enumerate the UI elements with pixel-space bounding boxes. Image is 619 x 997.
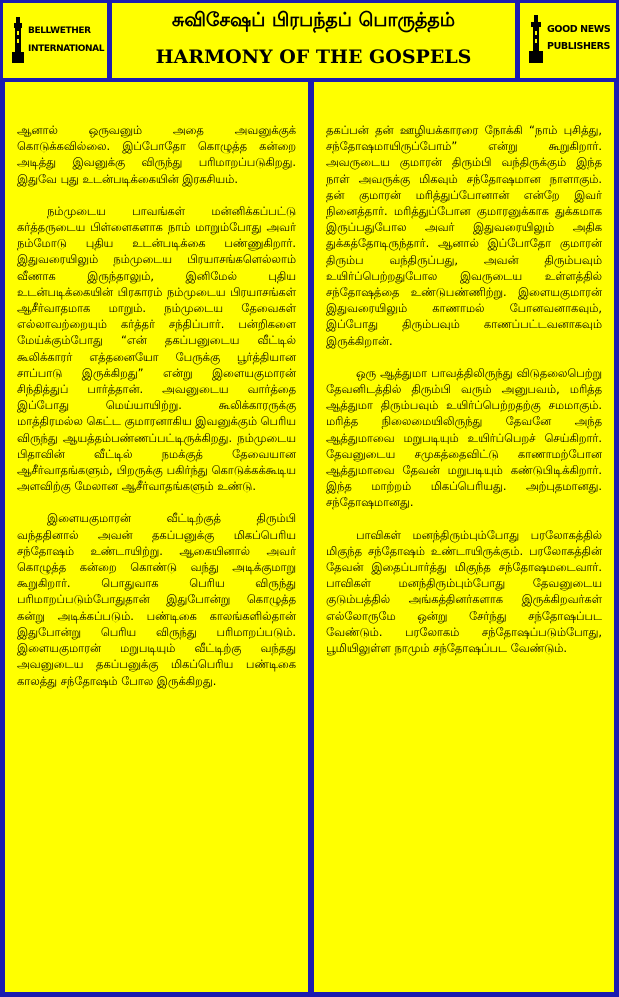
logo-left-line2: INTERNATIONAL — [28, 44, 105, 54]
right-paragraph-1: தகப்பன் தன் ஊழியக்காரரை நோக்கி “நாம் புசித்து, சந்தோஷமாயிருப்போம்” என்று கூறுகிறார். அவருடைய குமாரன் திரும்பி வந்திருக்கும் இந்த நாள் அவருக்கு மிகவும் சந்தோஷமான நாளாகும். தன் குமாரன் மரித்துப்போனான் என்றே இவர் நினைத்தார். மரித்துப்போன குமாரனுக்காக துக்கமாக இருப்பதுபோல அவர் இதுவரையிலும் அதிக துக்கத்தோடிருந்தார். ஆனால் இப்போதோ குமாரன் திரும்ப வந்திருப்பது, அவன் திரும்பவும் உயிர்ப்பெற்றதுபோல இவருடைய உள்ளத்தில் சந்தோஷத்தை உண்டுபண்ணிற்று. இளையகுமாரன் இதுவரையிலும் காணாமல் போனவனாகவும், இப்போது திரும்பவும் காணப்பட்டவனாகவும் இருக்கிறான். — [326, 123, 602, 348]
tower-icon — [528, 15, 544, 63]
title-tamil: சுவிசேஷப் பிரபந்தப் பொருத்தம் — [171, 9, 456, 31]
tower-icon — [11, 17, 25, 63]
right-column — [314, 82, 614, 992]
left-paragraph-2: நம்முடைய பாவங்கள் மன்னிக்கப்பட்டு கர்த்தருடைய பிள்ளைகளாக நாம் மாறும்போது அவர் நம்மோடு புதிய உடன்படிக்கை பண்ணுகிறார். இதுவரையிலும் நம்முடைய பிரயாசங்களெல்லாம் வீணாக இருந்தாலும், இனிமேல் புதிய உடன்படிக்கையின் பிரகாரம் நம்முடைய பிரயாசங்கள் ஆசீர்வாதமாக மாறும். நம்முடைய தேவைகள் எல்லாவற்றையும் கர்த்தர் சந்திப்பார். பன்றிகளை மேய்க்கும்போது “என் தகப்பனுடைய வீட்டில் கூலிக்காரர் எத்தனையோ பேருக்கு பூர்த்தியான சாப்பாடு இருக்கிறது” என்று இளையகுமாரன் சிந்தித்துப் பார்த்தான். அவனுடைய வார்த்தை இப்போது மெய்யாயிற்று. கூலிக்காரருக்கு மாத்திரமல்ல கெட்ட குமாரனாகிய இவனுக்கும் பெரிய விருந்து ஆயத்தம்பண்ணப்பட்டிருக்கிறது. நம்முடைய பிதாவின் வீட்டில் நமக்குத் தேவையான ஆசீர்வாதங்களும், பிறருக்கு பகிர்ந்து கொடுக்கக்கூடிய அளவிற்கு மேலான ஆசீர்வாதங்களும் உண்டு. — [17, 203, 296, 494]
title-box — [112, 3, 515, 78]
title-english: HARMONY OF THE GOSPELS — [155, 46, 472, 68]
left-paragraph-1: ஆனால் ஒருவனும் அதை அவனுக்குக் கொடுக்கவில்லை. இப்போதோ கொழுத்த கன்றை அடித்து இவனுக்கு விருந்து பரிமாறப்படுகிறது. இதுவே புது உடன்படிக்கையின் இரகசியம். — [17, 123, 296, 186]
logo-right-line2: PUBLISHERS — [547, 41, 610, 52]
good-news-logo — [520, 3, 616, 78]
right-paragraph-2: ஒரு ஆத்துமா பாவத்திலிருந்து விடுதலைபெற்று தேவனிடத்தில் திரும்பி வரும் அனுபவம், மரித்த ஆத்துமா திரும்பவும் உயிர்ப்பெற்றதற்கு சமமாகும். மரித்த நிலைமையிலிருந்து தேவனே அந்த ஆத்துமாவை மறுபடியும் உயிர்ப்பெறச் செய்கிறார். தேவனுடைய சமுகத்தைவிட்டு காணாமற்போன ஆத்துமாவை தேவன் மறுபடியும் கண்டுபிடிக்கிறார். இந்த மாற்றம் மிகப்பெரியது. அற்புதமானது. சந்தோஷமானது. — [326, 365, 602, 510]
logo-left-line1: BELLWETHER — [28, 25, 91, 36]
logo-right-line1: GOOD NEWS — [547, 24, 611, 36]
left-paragraph-3: இளையகுமாரன் வீட்டிற்குத் திரும்பி வந்ததினால் அவன் தகப்பனுக்கு மிகப்பெரிய சந்தோஷம் உண்டாயிற்று. ஆகையினால் அவர் கொழுத்த கன்றை கொண்டு வந்து அடிக்குமாறு கூறுகிறார். பொதுவாக பெரிய விருந்து பரிமாறப்படும்போதுதான் இதுபோன்று கொழுத்த கன்று அடிக்கப்படும். பண்டிகை காலங்களில்தான் இதுபோன்று பெரிய விருந்து பரிமாறப்படும். இளையகுமாரன் மறுபடியும் வீட்டிற்கு வந்தது அவனுடைய தகப்பனுக்கு மிகப்பெரிய பண்டிகை காலத்து சந்தோஷம் போல இருக்கிறது. — [17, 511, 296, 688]
bellwether-logo — [3, 3, 107, 78]
left-column — [5, 82, 308, 992]
right-paragraph-3: பாவிகள் மனந்திரும்பும்போது பரலோகத்தில் மிகுந்த சந்தோஷம் உண்டாயிருக்கும். பரலோகத்தின் தேவன் இதைப்பார்த்து மிகுந்த சந்தோஷமடைவார். பாவிகள் மனந்திரும்பும்போது தேவனுடைய குடும்பத்தில் அங்கத்தினர்களாக இருக்கிறவர்கள் எல்லோருமே ஒன்று சேர்ந்து சந்தோஷப்பட வேண்டும். பரலோகம் சந்தோஷப்படும்போது, பூமியிலுள்ள நாமும் சந்தோஷப்பட வேண்டும். — [326, 527, 602, 656]
